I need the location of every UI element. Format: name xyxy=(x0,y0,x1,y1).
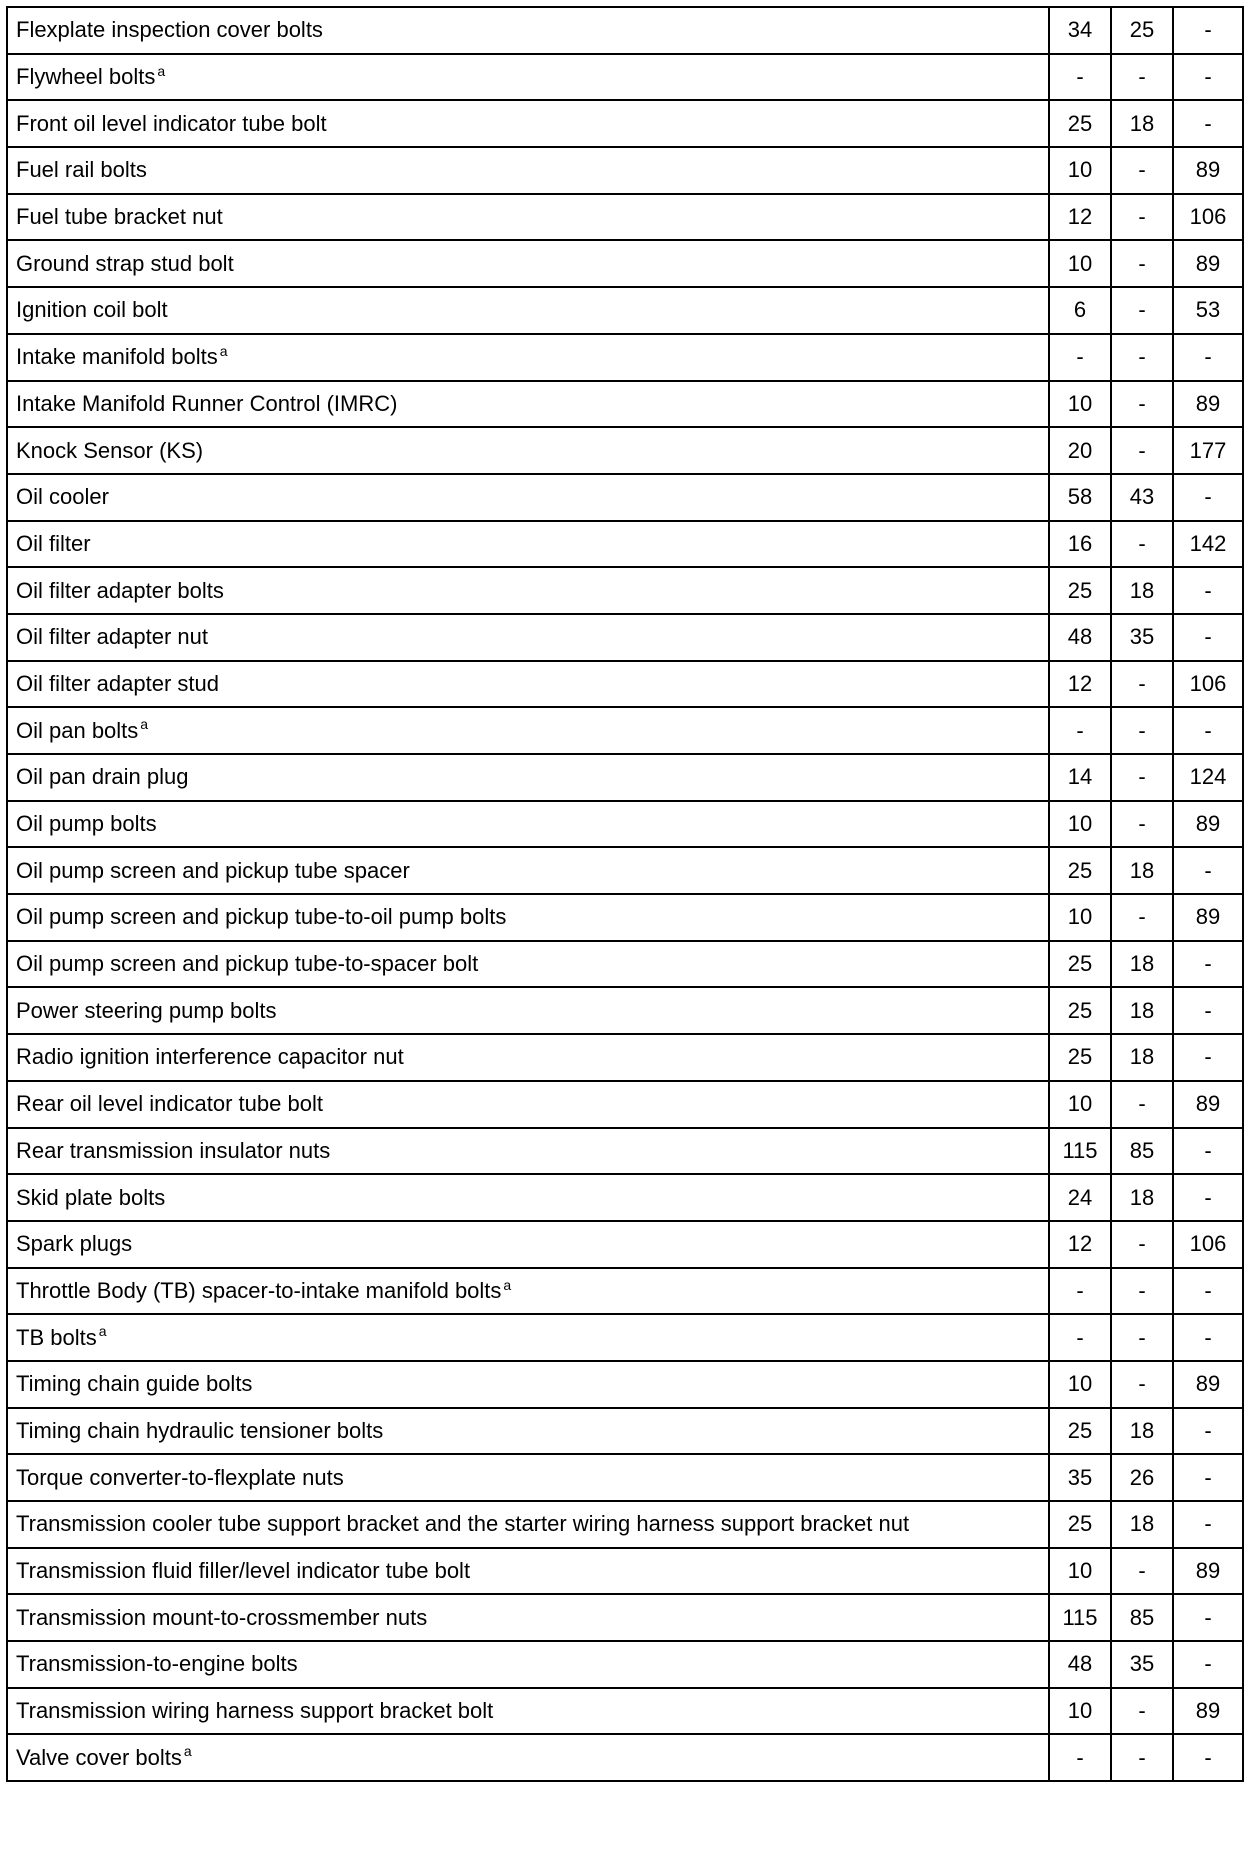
lbin-value-cell: - xyxy=(1173,567,1243,614)
nm-value-cell: 20 xyxy=(1049,427,1111,474)
footnote-marker: a xyxy=(157,62,166,79)
item-description: Throttle Body (TB) spacer-to-intake manifold bolts xyxy=(16,1277,502,1303)
lbft-value-cell: - xyxy=(1111,894,1173,941)
footnote-marker: a xyxy=(503,1276,512,1293)
nm-value-cell: - xyxy=(1049,1314,1111,1361)
item-description: Oil pan bolts xyxy=(16,717,139,743)
nm-value-cell: 12 xyxy=(1049,661,1111,708)
nm-value-cell: 10 xyxy=(1049,1081,1111,1128)
description-cell xyxy=(7,1268,1049,1315)
lbft-value-cell: - xyxy=(1111,1314,1173,1361)
nm-value-cell: 10 xyxy=(1049,240,1111,287)
nm-value-cell: 10 xyxy=(1049,1361,1111,1408)
lbft-value-cell: - xyxy=(1111,801,1173,848)
nm-value-cell: 25 xyxy=(1049,1501,1111,1548)
description-cell xyxy=(7,1081,1049,1128)
lbin-value-cell: - xyxy=(1173,100,1243,147)
lbft-value-cell: 18 xyxy=(1111,1034,1173,1081)
lbin-value-cell: 89 xyxy=(1173,1361,1243,1408)
nm-value-cell: 12 xyxy=(1049,194,1111,241)
lbin-value-cell: - xyxy=(1173,707,1243,754)
table-row xyxy=(7,54,1243,101)
table-row xyxy=(7,1408,1243,1455)
nm-value-cell: 25 xyxy=(1049,1034,1111,1081)
description-cell xyxy=(7,567,1049,614)
lbin-value-cell: 89 xyxy=(1173,1688,1243,1735)
table-row xyxy=(7,381,1243,428)
lbin-value-cell: - xyxy=(1173,1408,1243,1455)
item-description: Rear oil level indicator tube bolt xyxy=(16,1091,323,1117)
lbin-value-cell: - xyxy=(1173,1454,1243,1501)
table-row xyxy=(7,1594,1243,1641)
torque-spec-sheet xyxy=(6,6,1242,1844)
item-description: Oil pump bolts xyxy=(16,811,157,837)
item-description: Flexplate inspection cover bolts xyxy=(16,17,323,43)
lbft-value-cell: 85 xyxy=(1111,1128,1173,1175)
nm-value-cell: 25 xyxy=(1049,941,1111,988)
nm-value-cell: 25 xyxy=(1049,1408,1111,1455)
item-description: Oil pump screen and pickup tube-to-oil pump bolts xyxy=(16,904,507,930)
table-row xyxy=(7,240,1243,287)
nm-value-cell: 35 xyxy=(1049,1454,1111,1501)
nm-value-cell: 10 xyxy=(1049,1688,1111,1735)
lbft-value-cell: - xyxy=(1111,707,1173,754)
description-cell xyxy=(7,240,1049,287)
lbin-value-cell: - xyxy=(1173,54,1243,101)
lbft-value-cell: 18 xyxy=(1111,1174,1173,1221)
table-row xyxy=(7,427,1243,474)
item-description: Oil pan drain plug xyxy=(16,764,189,790)
item-description: Power steering pump bolts xyxy=(16,997,277,1023)
description-cell xyxy=(7,1128,1049,1175)
nm-value-cell: 12 xyxy=(1049,1221,1111,1268)
lbft-value-cell: - xyxy=(1111,287,1173,334)
table-row xyxy=(7,1501,1243,1548)
table-row xyxy=(7,941,1243,988)
lbft-value-cell: - xyxy=(1111,661,1173,708)
torque-spec-table-body xyxy=(7,7,1243,1781)
table-row xyxy=(7,1361,1243,1408)
description-cell xyxy=(7,987,1049,1034)
table-row xyxy=(7,707,1243,754)
item-description: Oil filter adapter stud xyxy=(16,670,219,696)
lbft-value-cell: - xyxy=(1111,147,1173,194)
nm-value-cell: 58 xyxy=(1049,474,1111,521)
item-description: Transmission wiring harness support bracket bolt xyxy=(16,1698,494,1724)
table-row xyxy=(7,614,1243,661)
lbft-value-cell: - xyxy=(1111,1734,1173,1781)
lbin-value-cell: 53 xyxy=(1173,287,1243,334)
item-description: TB bolts xyxy=(16,1324,97,1350)
lbin-value-cell: 177 xyxy=(1173,427,1243,474)
description-cell xyxy=(7,847,1049,894)
item-description: Spark plugs xyxy=(16,1231,133,1257)
lbin-value-cell: - xyxy=(1173,1174,1243,1221)
lbft-value-cell: - xyxy=(1111,1081,1173,1128)
lbft-value-cell: - xyxy=(1111,1221,1173,1268)
description-cell xyxy=(7,894,1049,941)
nm-value-cell: 14 xyxy=(1049,754,1111,801)
lbin-value-cell: 142 xyxy=(1173,521,1243,568)
description-cell xyxy=(7,521,1049,568)
nm-value-cell: - xyxy=(1049,1268,1111,1315)
lbft-value-cell: 18 xyxy=(1111,1408,1173,1455)
item-description: Front oil level indicator tube bolt xyxy=(16,110,327,136)
item-description: Torque converter-to-flexplate nuts xyxy=(16,1464,344,1490)
lbft-value-cell: 18 xyxy=(1111,567,1173,614)
description-cell xyxy=(7,474,1049,521)
lbin-value-cell: 89 xyxy=(1173,894,1243,941)
description-cell xyxy=(7,1454,1049,1501)
description-cell xyxy=(7,801,1049,848)
table-row xyxy=(7,1221,1243,1268)
item-description: Skid plate bolts xyxy=(16,1184,166,1210)
table-row xyxy=(7,1268,1243,1315)
item-description: Oil filter adapter nut xyxy=(16,624,208,650)
lbin-value-cell: - xyxy=(1173,847,1243,894)
table-row xyxy=(7,334,1243,381)
lbft-value-cell: 35 xyxy=(1111,1641,1173,1688)
item-description: Oil filter adapter bolts xyxy=(16,577,224,603)
item-description: Rear transmission insulator nuts xyxy=(16,1137,331,1163)
description-cell xyxy=(7,287,1049,334)
lbft-value-cell: 85 xyxy=(1111,1594,1173,1641)
table-row xyxy=(7,847,1243,894)
nm-value-cell: 25 xyxy=(1049,100,1111,147)
lbin-value-cell: - xyxy=(1173,1034,1243,1081)
item-description: Knock Sensor (KS) xyxy=(16,437,204,463)
description-cell xyxy=(7,147,1049,194)
description-cell xyxy=(7,427,1049,474)
nm-value-cell: 115 xyxy=(1049,1594,1111,1641)
lbin-value-cell: 89 xyxy=(1173,801,1243,848)
lbft-value-cell: 35 xyxy=(1111,614,1173,661)
nm-value-cell: 10 xyxy=(1049,381,1111,428)
description-cell xyxy=(7,707,1049,754)
table-row xyxy=(7,521,1243,568)
description-cell xyxy=(7,1548,1049,1595)
item-description: Transmission mount-to-crossmember nuts xyxy=(16,1604,428,1630)
item-description: Fuel rail bolts xyxy=(16,157,147,183)
table-row xyxy=(7,147,1243,194)
lbin-value-cell: 89 xyxy=(1173,1081,1243,1128)
lbft-value-cell: 26 xyxy=(1111,1454,1173,1501)
lbft-value-cell: 18 xyxy=(1111,847,1173,894)
item-description: Ignition coil bolt xyxy=(16,297,168,323)
table-row xyxy=(7,1034,1243,1081)
nm-value-cell: - xyxy=(1049,334,1111,381)
nm-value-cell: 16 xyxy=(1049,521,1111,568)
lbin-value-cell: - xyxy=(1173,1641,1243,1688)
description-cell xyxy=(7,661,1049,708)
table-row xyxy=(7,1128,1243,1175)
table-row xyxy=(7,1734,1243,1781)
lbin-value-cell: 106 xyxy=(1173,661,1243,708)
nm-value-cell: - xyxy=(1049,707,1111,754)
lbft-value-cell: - xyxy=(1111,1548,1173,1595)
footnote-marker: a xyxy=(219,342,228,359)
lbft-value-cell: - xyxy=(1111,54,1173,101)
lbin-value-cell: 89 xyxy=(1173,1548,1243,1595)
lbin-value-cell: - xyxy=(1173,941,1243,988)
nm-value-cell: 25 xyxy=(1049,987,1111,1034)
table-row xyxy=(7,1548,1243,1595)
nm-value-cell: 25 xyxy=(1049,847,1111,894)
description-cell xyxy=(7,754,1049,801)
description-cell xyxy=(7,1641,1049,1688)
item-description: Oil pump screen and pickup tube-to-spacer bolt xyxy=(16,951,479,977)
nm-value-cell: - xyxy=(1049,1734,1111,1781)
footnote-marker: a xyxy=(183,1743,192,1760)
table-row xyxy=(7,7,1243,54)
item-description: Valve cover bolts xyxy=(16,1744,182,1770)
lbin-value-cell: 124 xyxy=(1173,754,1243,801)
nm-value-cell: 25 xyxy=(1049,567,1111,614)
lbft-value-cell: 18 xyxy=(1111,941,1173,988)
lbft-value-cell: - xyxy=(1111,521,1173,568)
lbin-value-cell: 106 xyxy=(1173,194,1243,241)
lbft-value-cell: 18 xyxy=(1111,100,1173,147)
item-description: Transmission fluid filler/level indicator tube bolt xyxy=(16,1558,471,1584)
description-cell xyxy=(7,194,1049,241)
lbin-value-cell: - xyxy=(1173,1734,1243,1781)
nm-value-cell: 10 xyxy=(1049,1548,1111,1595)
nm-value-cell: 6 xyxy=(1049,287,1111,334)
description-cell xyxy=(7,941,1049,988)
item-description: Oil cooler xyxy=(16,484,109,510)
item-description: Oil filter xyxy=(16,530,91,556)
table-row xyxy=(7,1174,1243,1221)
lbft-value-cell: - xyxy=(1111,240,1173,287)
nm-value-cell: 10 xyxy=(1049,894,1111,941)
item-description: Intake manifold bolts xyxy=(16,344,218,370)
nm-value-cell: 34 xyxy=(1049,7,1111,54)
lbft-value-cell: - xyxy=(1111,427,1173,474)
item-description: Flywheel bolts xyxy=(16,64,156,90)
lbft-value-cell: - xyxy=(1111,381,1173,428)
lbft-value-cell: - xyxy=(1111,1268,1173,1315)
table-row xyxy=(7,1454,1243,1501)
table-row xyxy=(7,1641,1243,1688)
lbft-value-cell: 43 xyxy=(1111,474,1173,521)
lbft-value-cell: 25 xyxy=(1111,7,1173,54)
lbin-value-cell: 89 xyxy=(1173,240,1243,287)
description-cell xyxy=(7,7,1049,54)
lbin-value-cell: - xyxy=(1173,1501,1243,1548)
lbin-value-cell: - xyxy=(1173,1128,1243,1175)
description-cell xyxy=(7,614,1049,661)
table-row xyxy=(7,754,1243,801)
description-cell xyxy=(7,1408,1049,1455)
table-row xyxy=(7,801,1243,848)
nm-value-cell: 10 xyxy=(1049,801,1111,848)
table-row xyxy=(7,1314,1243,1361)
description-cell xyxy=(7,54,1049,101)
nm-value-cell: 48 xyxy=(1049,614,1111,661)
lbin-value-cell: 89 xyxy=(1173,147,1243,194)
nm-value-cell: 48 xyxy=(1049,1641,1111,1688)
item-description: Fuel tube bracket nut xyxy=(16,204,223,230)
item-description: Transmission-to-engine bolts xyxy=(16,1651,298,1677)
description-cell xyxy=(7,100,1049,147)
description-cell xyxy=(7,1314,1049,1361)
lbin-value-cell: - xyxy=(1173,7,1243,54)
description-cell xyxy=(7,334,1049,381)
table-row xyxy=(7,194,1243,241)
lbft-value-cell: - xyxy=(1111,1361,1173,1408)
description-cell xyxy=(7,1734,1049,1781)
table-row xyxy=(7,661,1243,708)
item-description: Oil pump screen and pickup tube spacer xyxy=(16,857,410,883)
description-cell xyxy=(7,1034,1049,1081)
description-cell xyxy=(7,1594,1049,1641)
item-description: Transmission cooler tube support bracket and the starter wiring harness support bracket nut xyxy=(16,1511,910,1537)
footnote-marker: a xyxy=(140,716,149,733)
nm-value-cell: 115 xyxy=(1049,1128,1111,1175)
torque-spec-table xyxy=(6,6,1244,1782)
nm-value-cell: 10 xyxy=(1049,147,1111,194)
lbin-value-cell: - xyxy=(1173,474,1243,521)
lbin-value-cell: 89 xyxy=(1173,381,1243,428)
table-row xyxy=(7,100,1243,147)
lbin-value-cell: - xyxy=(1173,334,1243,381)
table-row xyxy=(7,474,1243,521)
lbin-value-cell: - xyxy=(1173,1268,1243,1315)
lbft-value-cell: - xyxy=(1111,334,1173,381)
lbft-value-cell: 18 xyxy=(1111,987,1173,1034)
lbin-value-cell: 106 xyxy=(1173,1221,1243,1268)
table-row xyxy=(7,567,1243,614)
item-description: Timing chain hydraulic tensioner bolts xyxy=(16,1417,384,1443)
table-row xyxy=(7,1081,1243,1128)
description-cell xyxy=(7,381,1049,428)
lbft-value-cell: - xyxy=(1111,194,1173,241)
table-row xyxy=(7,1688,1243,1735)
nm-value-cell: - xyxy=(1049,54,1111,101)
lbft-value-cell: 18 xyxy=(1111,1501,1173,1548)
lbft-value-cell: - xyxy=(1111,1688,1173,1735)
table-row xyxy=(7,894,1243,941)
description-cell xyxy=(7,1501,1049,1548)
item-description: Intake Manifold Runner Control (IMRC) xyxy=(16,390,398,416)
description-cell xyxy=(7,1174,1049,1221)
item-description: Radio ignition interference capacitor nut xyxy=(16,1044,404,1070)
lbin-value-cell: - xyxy=(1173,1594,1243,1641)
nm-value-cell: 24 xyxy=(1049,1174,1111,1221)
table-row xyxy=(7,987,1243,1034)
table-row xyxy=(7,287,1243,334)
lbin-value-cell: - xyxy=(1173,1314,1243,1361)
description-cell xyxy=(7,1361,1049,1408)
item-description: Timing chain guide bolts xyxy=(16,1371,253,1397)
description-cell xyxy=(7,1221,1049,1268)
footnote-marker: a xyxy=(98,1323,107,1340)
lbft-value-cell: - xyxy=(1111,754,1173,801)
lbin-value-cell: - xyxy=(1173,987,1243,1034)
description-cell xyxy=(7,1688,1049,1735)
lbin-value-cell: - xyxy=(1173,614,1243,661)
item-description: Ground strap stud bolt xyxy=(16,250,234,276)
